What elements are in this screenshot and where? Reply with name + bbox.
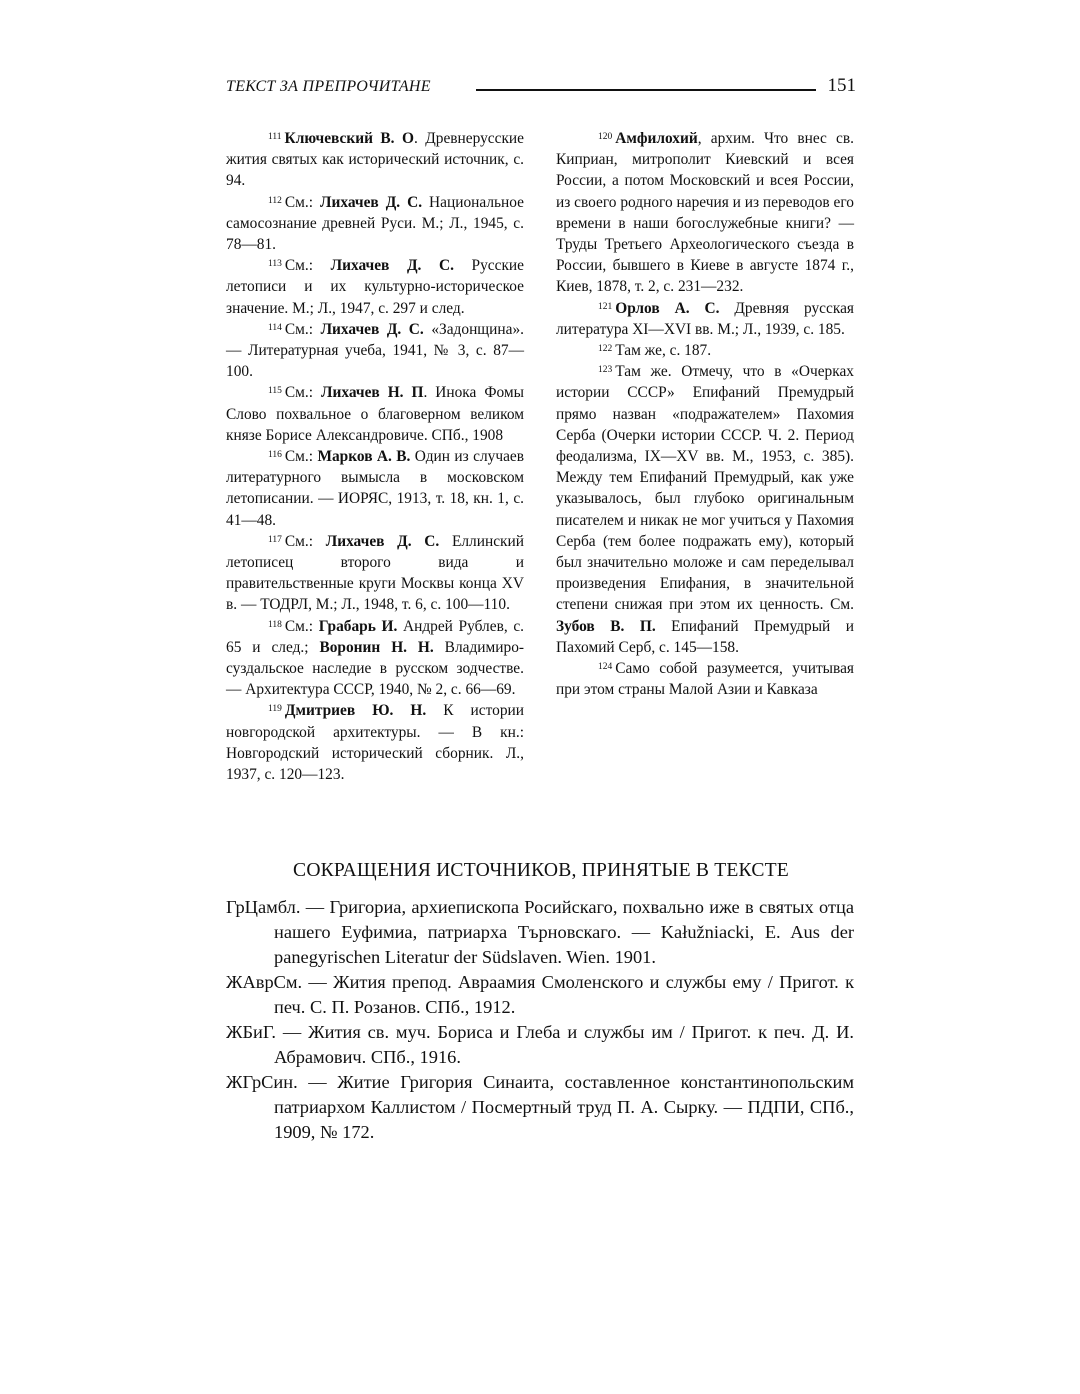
abbreviation-entry: ЖАврСм. — Жития препод. Авраамия Смоленского и службы ему / Пригот. к печ. С. П. Розанов. СПб., 1912. (226, 972, 854, 1017)
footnote: $^{115}$ См.: Лихачев Н. П. Инока Фомы Слово похвальное о благоверном великом князе Борисе Александровиче. СПб., 1908 (226, 384, 524, 444)
footnote: $^{116}$ См.: Марков А. В. Один из случаев литературного вымысла в московском летописании. — ИОРЯС, 1913, т. 18, кн. 1, с. 41—48. (226, 448, 524, 529)
footnotes-right-column (556, 128, 854, 700)
footnote: $^{121}$ Орлов А. С. Древняя русская литература XI—XVI вв. М.; Л., 1939, с. 185. (556, 299, 855, 338)
abbreviation-list (226, 895, 854, 1145)
footnote: $^{118}$ См.: Грабарь И. Андрей Рублев, с. 65 и след.; Воронин Н. Н. Владимиро-суздальское наследие в русском зодчестве. — Архитектура СССР, 1940, № 2, с. 66—69. (226, 617, 525, 699)
footnote: $^{124}$ Само собой разумеется, учитывая при этом страны Малой Азии и Кавказа (556, 660, 854, 699)
footnote: $^{113}$ См.: Лихачев Д. С. Русские летописи и их культурно-историческое значение. М.; Л., 1947, с. 297 и след. (226, 257, 524, 317)
running-header (226, 76, 856, 100)
footnote: $^{119}$ Дмитриев Ю. Н. К истории новгородской архитектуры. — В кн.: Новгородский исторический сборник. Л., 1937, с. 120—123. (226, 702, 524, 784)
footnote: $^{111}$ Ключевский В. О. Древнерусские жития святых как исторический источник, с. 94. (226, 130, 525, 190)
abbreviation-entry: ГрЦамбл. — Григориа, архиепископа Росийскаго, похвально иже в святых отца нашего Еуфимиа, патриарха Търновскаго. — Kałužniacki, E. Aus der panegyrischen Literatur der Südslaven. Wien. 1901. (226, 897, 854, 967)
header-rule (476, 89, 816, 91)
footnote: $^{120}$ Амфилохий, архим. Что внес св. Киприан, митрополит Киевский и всея России, а потом Московский и всея России, из своего родного наречия и из переводов его времени в наши богослужебные книги? — Труды Третьего Археологического съезда в России, бывшего в Киеве в августе 1874 г., Киев, 1878, т. 2, с. 231—232. (556, 130, 854, 296)
abbreviation-entry: ЖБиГ. — Жития св. муч. Бориса и Глеба и службы им / Пригот. к печ. Д. И. Абрамович. СПб., 1916. (226, 1022, 854, 1067)
footnote: $^{117}$ См.: Лихачев Д. С. Еллинский летописец второго вида и правительственные круги Москвы конца XV в. — ТОДРЛ, М.; Л., 1948, т. 6, с. 100—110. (226, 532, 524, 614)
section-title: СОКРАЩЕНИЯ ИСТОЧНИКОВ, ПРИНЯТЫЕ В ТЕКСТЕ (293, 860, 789, 881)
footnote: $^{114}$ См.: Лихачев Д. С. «Задонщина». — Литературная учеба, 1941, № 3, с. 87—100. (226, 320, 525, 381)
footnote: $^{122}$ Там же, с. 187. (598, 342, 712, 360)
footnotes-left-column (226, 128, 524, 785)
running-title: ТЕКСТ ЗА ПРЕПРОЧИТАНЕ (226, 78, 431, 95)
abbreviation-entry: ЖГрСин. — Житие Григория Синаита, составленное константинопольским патриархом Каллистом / Посмертный труд П. А. Сырку. — ПДПИ, СПб., 1909, № 172. (226, 1072, 854, 1142)
footnote: $^{123}$ Там же. Отмечу, что в «Очерках истории СССР» Епифаний Премудрый прямо назван «подражателем» Пахомия Серба (Очерки истории СССР. Ч. 2. Период феодализма, IX—XV вв. М., 1953, с. 385). Между тем Епифаний Премудрый, как уже указывалось, был глубоко оригинальным писателем и никак не мог учиться у Пахомия Серба (тем более подражать ему), который был значительно моложе и сам переделывал произведения Епифания, в значительной степени снижая при этом их ценность. См. Зубов В. П. Епифаний Премудрый и Пахомий Серб, с. 145—158. (556, 363, 855, 656)
page-number: 151 (827, 75, 856, 96)
footnote: $^{112}$ См.: Лихачев Д. С. Национальное самосознание древней Руси. М.; Л., 1945, с. 78—81. (226, 193, 524, 254)
